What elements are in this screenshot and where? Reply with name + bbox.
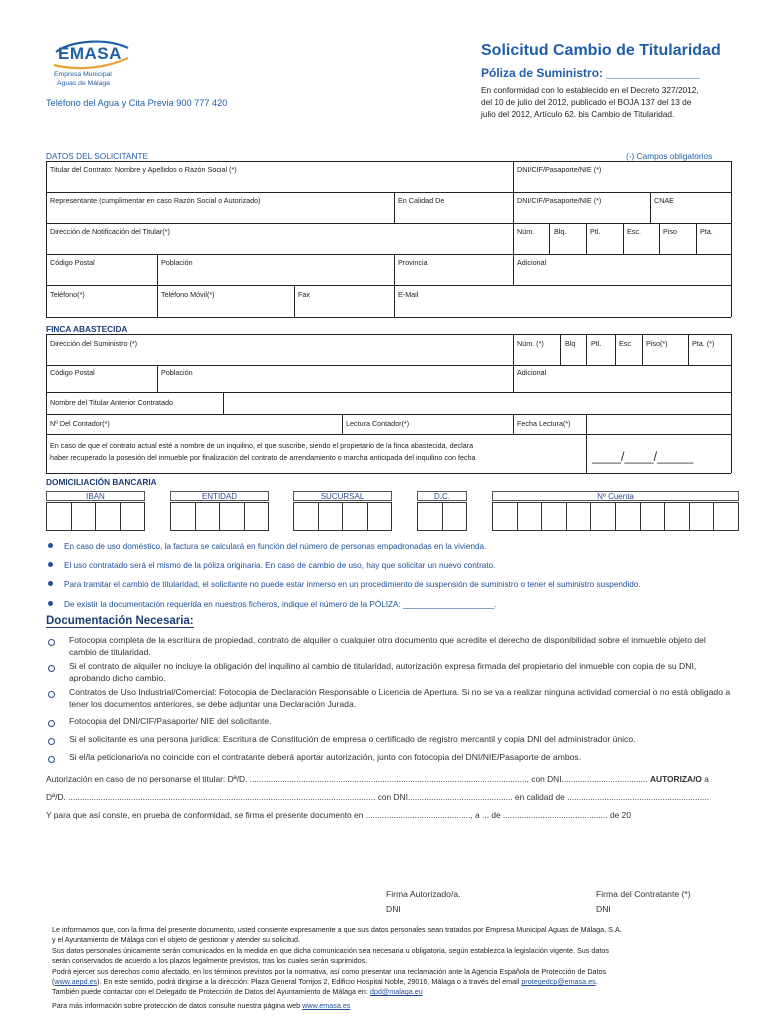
bullet-icon [48,581,53,586]
footer-line: Le informamos que, con la firma del presente documento, usted consiente expresamente a que sus datos personales sean tratados por Empresa Municipal Aguas de Málaga, S.A. [52,925,622,934]
representante-field[interactable]: Representante (cumplimentar en caso Razón Social o Autorizado) [50,196,261,205]
bullet-icon [48,601,53,606]
cuenta-input[interactable] [492,502,739,531]
legal-line-1: En conformidad con lo establecido en el Decreto 327/2012, [481,85,699,95]
dc-header: D.C. [417,491,467,501]
titular-anterior-field[interactable]: Nombre del Titular Anterior Contratado [50,398,174,407]
footer-line: Podrá ejercer sus derechos como afectado, en los términos previstos por la normativa, así como presentar una reclamación ante la Agencia Española de Protección de Datos [52,966,607,976]
conformidad-line[interactable]: Y para que así conste, en prueba de conformidad, se firma el presente documento en ............................................., a ... de ............................................. de 20 [46,810,631,820]
aepd-link[interactable]: www.aepd.es [54,977,98,987]
firma-contratante-label[interactable]: Firma del Contratante (*) [596,889,691,899]
footer-line: serán conservados de acuerdo a los plazos legalmente previstos, tras los cuales serán suprimidos. [52,956,368,966]
bullet-icon [48,543,53,548]
note-item: En caso de uso doméstico, la factura se calculará en función del número de personas empadronadas en la vivienda. [64,542,487,551]
solicitante-heading: DATOS DEL SOLICITANTE [46,151,149,161]
suministro-adicional-field[interactable]: Adicional [517,368,547,377]
suministro-ptl-field[interactable]: Ptl. [591,339,602,348]
fecha-lectura-field[interactable]: Fecha Lectura(*) [517,419,571,428]
fax-field[interactable]: Fax [298,290,310,299]
firma-autorizado-label[interactable]: Firma Autorizado/a. [386,889,461,899]
contador-field[interactable]: Nº Del Contador(*) [50,419,110,428]
lectura-field[interactable]: Lectura Contador(*) [346,419,410,428]
doc-item: Si el contrato de alquiler no incluye la obligación del inquilino al cambio de titularidad, autorización expresa firmada del propietario del inmueble con copia de su DNI, aprobando dicho cambio. [69,661,697,683]
autorizacion-line-1[interactable] [46,774,709,784]
dpd-email-link[interactable]: dpd@malaga.eu [369,987,423,997]
suministro-esc-field[interactable]: Esc [619,339,631,348]
footer-line [52,1001,742,1011]
legal-line-3: julio del 2012, Artículo 62. bis Cambio de Titularidad. [481,109,675,119]
provincia-field[interactable]: Provincia [398,258,428,267]
autorizacion-a: a [704,774,709,784]
suministro-pta-field[interactable]: Pta. (*) [692,339,715,348]
emasa-logo [52,38,132,70]
telefono-field[interactable]: Teléfono(*) [50,290,85,299]
ptl-field[interactable]: Ptl. [590,227,601,236]
doc-item: Fotocopia completa de la escritura de propiedad, contrato de alquiler o cualquier otro documento que acredite el derecho de disponibilidad sobre el inmueble objeto del cambio de titularidad. [69,635,706,657]
inquilino-text-2: haber recuperado la posesión del inmueble por finalización del contrato de arrendamiento o marcha anticipada del inquilino con fecha [50,453,476,462]
banco-heading: DOMICILIACIÓN BANCARIA [46,477,157,487]
footer-text: ). En este sentido, podrá dirigirse a la dirección: Plaza General Torrijos 2, Edificio Hospital Noble, 29016, Málaga o a través del email [97,977,522,987]
suministro-blq-field[interactable]: Blq [565,339,576,348]
inquilino-text-1: En caso de que el contrato actual esté a nombre de un inquilino, el que suscribe, siendo el propietario de la finca abastecida, declara [50,441,474,450]
esc-field[interactable]: Esc. [627,227,641,236]
phone-line: Teléfono del Agua y Cita Previa 900 777 420 [46,98,228,108]
footer-text: Para más información sobre protección de datos consulte nuestra página web [52,1000,303,1010]
page-title: Solicitud Cambio de Titularidad [481,42,721,59]
footer-line [52,977,742,987]
titular-field[interactable]: Titular del Contrato: Nombre y Apellidos o Razón Social (*) [50,165,237,174]
footer-text: También puede contactar con el Delegado de Protección de Datos del Ayuntamiento de Málaga en: [52,987,370,997]
note-item: El uso contratado será el mismo de la póliza originaria. En caso de cambio de uso, hay que solicitar un nuevo contrato. [64,561,496,570]
suministro-poblacion-field[interactable]: Población [161,368,193,377]
footer-line: Sus datos personales únicamente serán comunicados en la medida en que dicha comunicación sea necesaria u obligatoria, según establezca la legislación vigente. Sus datos [52,945,609,955]
brand-line-1: Empresa Municipal [54,71,112,78]
calidad-field[interactable]: En Calidad De [398,196,445,205]
pta-field[interactable]: Pta. [700,227,713,236]
documentacion-heading: Documentación Necesaria: [46,615,194,627]
checkbox-icon[interactable] [48,738,55,745]
finca-heading: FINCA ABASTECIDA [46,324,128,334]
piso-field[interactable]: Piso [663,227,677,236]
suministro-piso-field[interactable]: Piso(*) [646,339,668,348]
dni-representante-field[interactable]: DNI/CIF/Pasaporte/NIE (*) [517,196,602,205]
adicional-field[interactable]: Adicional [517,258,547,267]
autorizacion-text: Autorización en caso de no personarse el titular: Dª/D. ......................................................................................................................., con DNI..................................... [46,774,648,784]
legal-line-2: del 10 de julio del 2012, publicado el BOJA 137 del 13 de [481,97,692,107]
doc-item: Fotocopia del DNI/CIF/Pasaporte/ NIE del solicitante. [69,716,272,726]
sucursal-input[interactable] [293,502,392,531]
entidad-header: ENTIDAD [170,491,269,501]
iban-input[interactable] [46,502,145,531]
emasa-email-link[interactable]: protegedcp@emasa.es [521,977,596,987]
poliza-subtitle: Póliza de Suministro: ______________ [481,66,700,80]
dni-titular-field[interactable]: DNI/CIF/Pasaporte/NIE (*) [517,165,602,174]
blq-field[interactable]: Blq. [554,227,567,236]
entidad-input[interactable] [170,502,269,531]
cnae-field[interactable]: CNAE [654,196,674,205]
footer-text: ( [52,977,55,987]
privacy-footer [52,925,742,1011]
email-field[interactable]: E-Mail [398,290,419,299]
logo-text: EMASA [58,44,122,63]
checkbox-icon[interactable] [48,720,55,727]
footer-line [52,987,742,997]
doc-item: Contratos de Uso Industrial/Comercial: Fotocopia de Declaración Responsable o Licencia de Apertura. Si no se va a realizar ninguna actividad comercial o no está obligado a tener los documentos anteriores, se debe adjuntar una Declaración Jurada. [69,687,731,709]
doc-item: Si el solicitante es una persona jurídica: Escritura de Constitución de empresa o certificado de registro mercantil y copia DNI del administrador único. [69,734,636,744]
suministro-cp-field[interactable]: Código Postal [50,368,95,377]
suministro-direccion-field[interactable]: Dirección del Suministro (*) [50,339,138,348]
codigo-postal-field[interactable]: Código Postal [50,258,95,267]
firma-contratante-dni[interactable]: DNI [596,904,611,914]
direccion-notificacion-field[interactable]: Dirección de Notificación del Titular(*) [50,227,170,236]
checkbox-icon[interactable] [48,639,55,646]
doc-item: Si el/la peticionario/a no coincide con el contratante deberá aportar autorización, junto con fotocopia del DNI/NIE/Pasaporte de ambos. [69,752,582,762]
poblacion-field[interactable]: Población [161,258,193,267]
footer-line: y el Ayuntamiento de Málaga con el objeto de gestionar y atender su solicitud. [52,935,300,945]
emasa-web-link[interactable]: www.emasa.es [302,1000,351,1010]
iban-header: IBAN [46,491,145,501]
dc-input[interactable] [417,502,467,531]
note-item: Para tramitar el cambio de titularidad, el solicitante no puede estar inmerso en un procedimiento de suspensión de suministro o tener el suministro suspendido. [64,580,641,589]
checkbox-icon[interactable] [48,691,55,698]
bullet-icon [48,562,53,567]
suministro-num-field[interactable]: Núm. (*) [517,339,544,348]
firma-autorizado-dni[interactable]: DNI [386,904,401,914]
cuenta-header: Nº Cuenta [492,491,739,501]
autorizacion-line-2[interactable]: Dª/D. .................................................................................................................................... con DNI............................................. en calidad de ............................................................. [46,792,710,802]
num-field[interactable]: Núm. [517,227,535,236]
checkbox-icon[interactable] [48,756,55,763]
checkbox-icon[interactable] [48,665,55,672]
inquilino-date-field[interactable]: ____/____/_____ [592,449,694,464]
note-item: De existir la documentación requerida en nuestros ficheros, indique el número de la PÓLIZA: ____________________. [64,600,497,609]
sucursal-header: SUCURSAL [293,491,392,501]
brand-line-2: Aguas de Málaga [57,80,110,87]
movil-field[interactable]: Teléfono Móvil(*) [161,290,215,299]
autoriza-label: AUTORIZA/O [649,774,702,784]
mandatory-note: (-) Campos obligatorios [626,151,713,161]
footer-text: . [595,977,598,987]
